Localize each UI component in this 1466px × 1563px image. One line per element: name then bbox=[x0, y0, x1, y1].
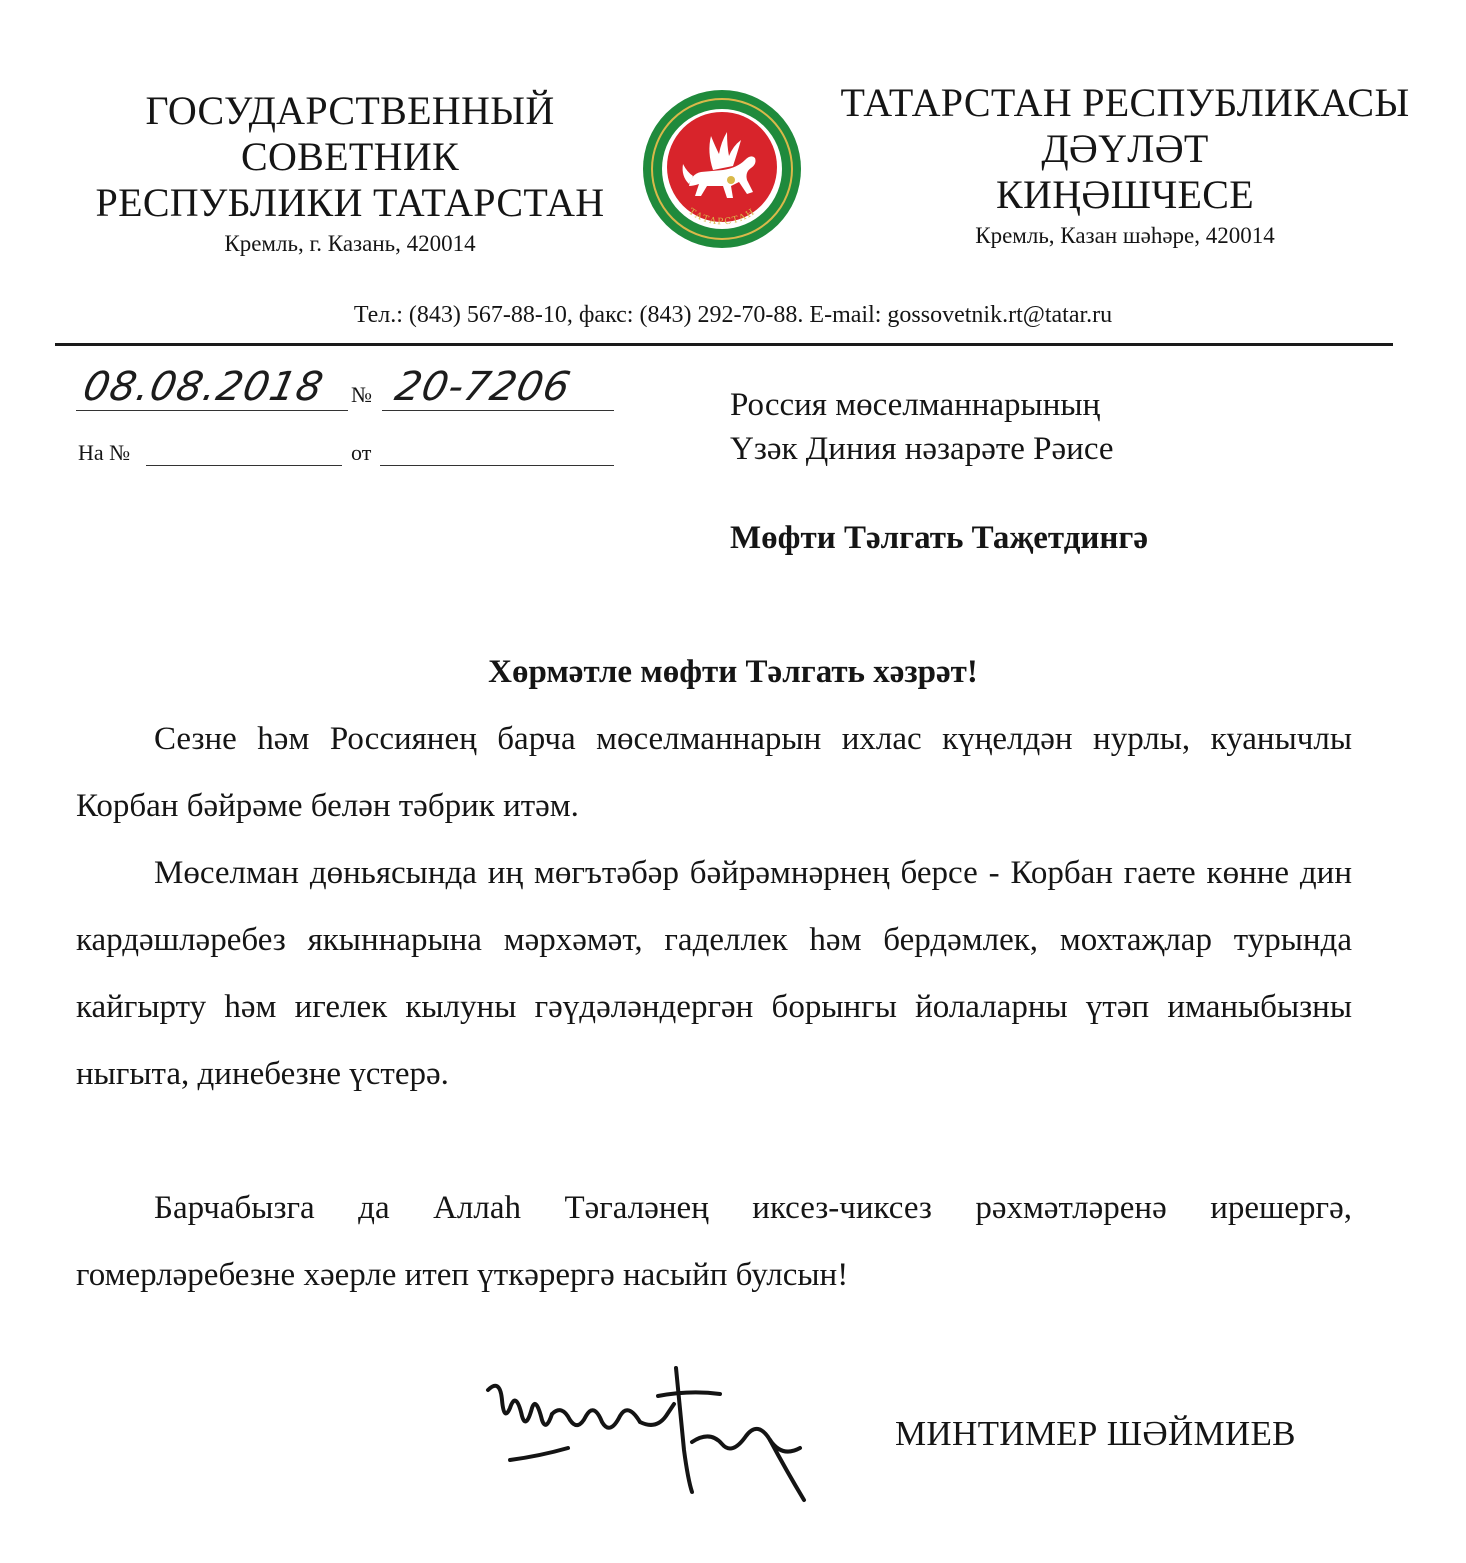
date-value: 08.08.2018 bbox=[79, 364, 328, 410]
header-divider bbox=[55, 343, 1393, 346]
left-organization-block bbox=[70, 88, 630, 258]
body-paragraph-2-text: Мөселман дөньясында иң мөгътәбәр бәйрәмнәрнең берсе - Корбан гаете көнне дин кардәшләребез якыннарына мәрхәмәт, гаделлек һәм бердәмлек, мохтаҗлар турында кайгырту һәм игелек кылуны гәүдәләндергән борынгы йолаларны үтәп иманыбызны ныгыта, динебезне үстерә. bbox=[76, 855, 1352, 1092]
number-label: № bbox=[351, 382, 372, 407]
body-paragraph-3 bbox=[76, 1175, 1352, 1309]
signer-name: МИНТИМЕР ШӘЙМИЕВ bbox=[895, 1414, 1296, 1453]
right-org-line-2: ДӘҮЛӘТ bbox=[1041, 126, 1209, 171]
right-organization-block bbox=[835, 80, 1415, 250]
emblem-text: ТАТАРСТАН bbox=[686, 206, 758, 228]
recipient-name: Мөфти Тәлгать Таҗетдингә bbox=[730, 520, 1149, 556]
right-org-address: Кремль, Казан шәһәре, 420014 bbox=[975, 223, 1275, 248]
ref-from-label: от bbox=[351, 440, 372, 465]
number-value: 20-7206 bbox=[391, 364, 576, 410]
left-org-address: Кремль, г. Казань, 420014 bbox=[224, 231, 476, 256]
left-org-line-2: СОВЕТНИК bbox=[241, 134, 459, 179]
salutation: Хөрмәтле мөфти Тәлгать хәзрәт! bbox=[488, 654, 978, 690]
body-paragraph-1-text: Сезне һәм Россиянең барча мөселманнарын ихлас күңелдән нурлы, куанычлы Корбан бәйрәме белән тәбрик итәм. bbox=[76, 721, 1352, 824]
recipient-block bbox=[730, 383, 1410, 471]
right-org-line-3: КИҢӘШЧЕСЕ bbox=[996, 172, 1254, 217]
right-org-line-1: ТАТАРСТАН РЕСПУБЛИКАСЫ bbox=[840, 80, 1410, 125]
left-org-line-3: РЕСПУБЛИКИ ТАТАРСТАН bbox=[95, 180, 605, 225]
body-paragraph-1 bbox=[76, 706, 1352, 840]
ref-number-field bbox=[146, 440, 342, 466]
body-paragraph-3-text: Барчабызга да Аллаһ Тәгаләнең иксез-чиксез рәхмәтләренә ирешергә, гомерләребезне хәерле итеп үткәрергә насыйп булсын! bbox=[76, 1190, 1352, 1293]
recipient-line-2: Үзәк Диния нәзарәте Рәисе bbox=[730, 431, 1114, 467]
body-paragraph-2 bbox=[76, 840, 1352, 1108]
left-org-line-1: ГОСУДАРСТВЕННЫЙ bbox=[145, 88, 555, 133]
ref-number-label: На № bbox=[78, 440, 131, 465]
contact-line: Тел.: (843) 567-88-10, факс: (843) 292-70-88. E-mail: gossovetnik.rt@tatar.ru bbox=[353, 302, 1113, 328]
tatarstan-emblem-icon bbox=[641, 88, 803, 250]
date-field bbox=[76, 366, 348, 411]
ref-from-field bbox=[380, 440, 614, 466]
recipient-line-1: Россия мөселманнарының bbox=[730, 387, 1101, 423]
number-field bbox=[382, 366, 614, 411]
handwritten-signature bbox=[470, 1360, 840, 1510]
